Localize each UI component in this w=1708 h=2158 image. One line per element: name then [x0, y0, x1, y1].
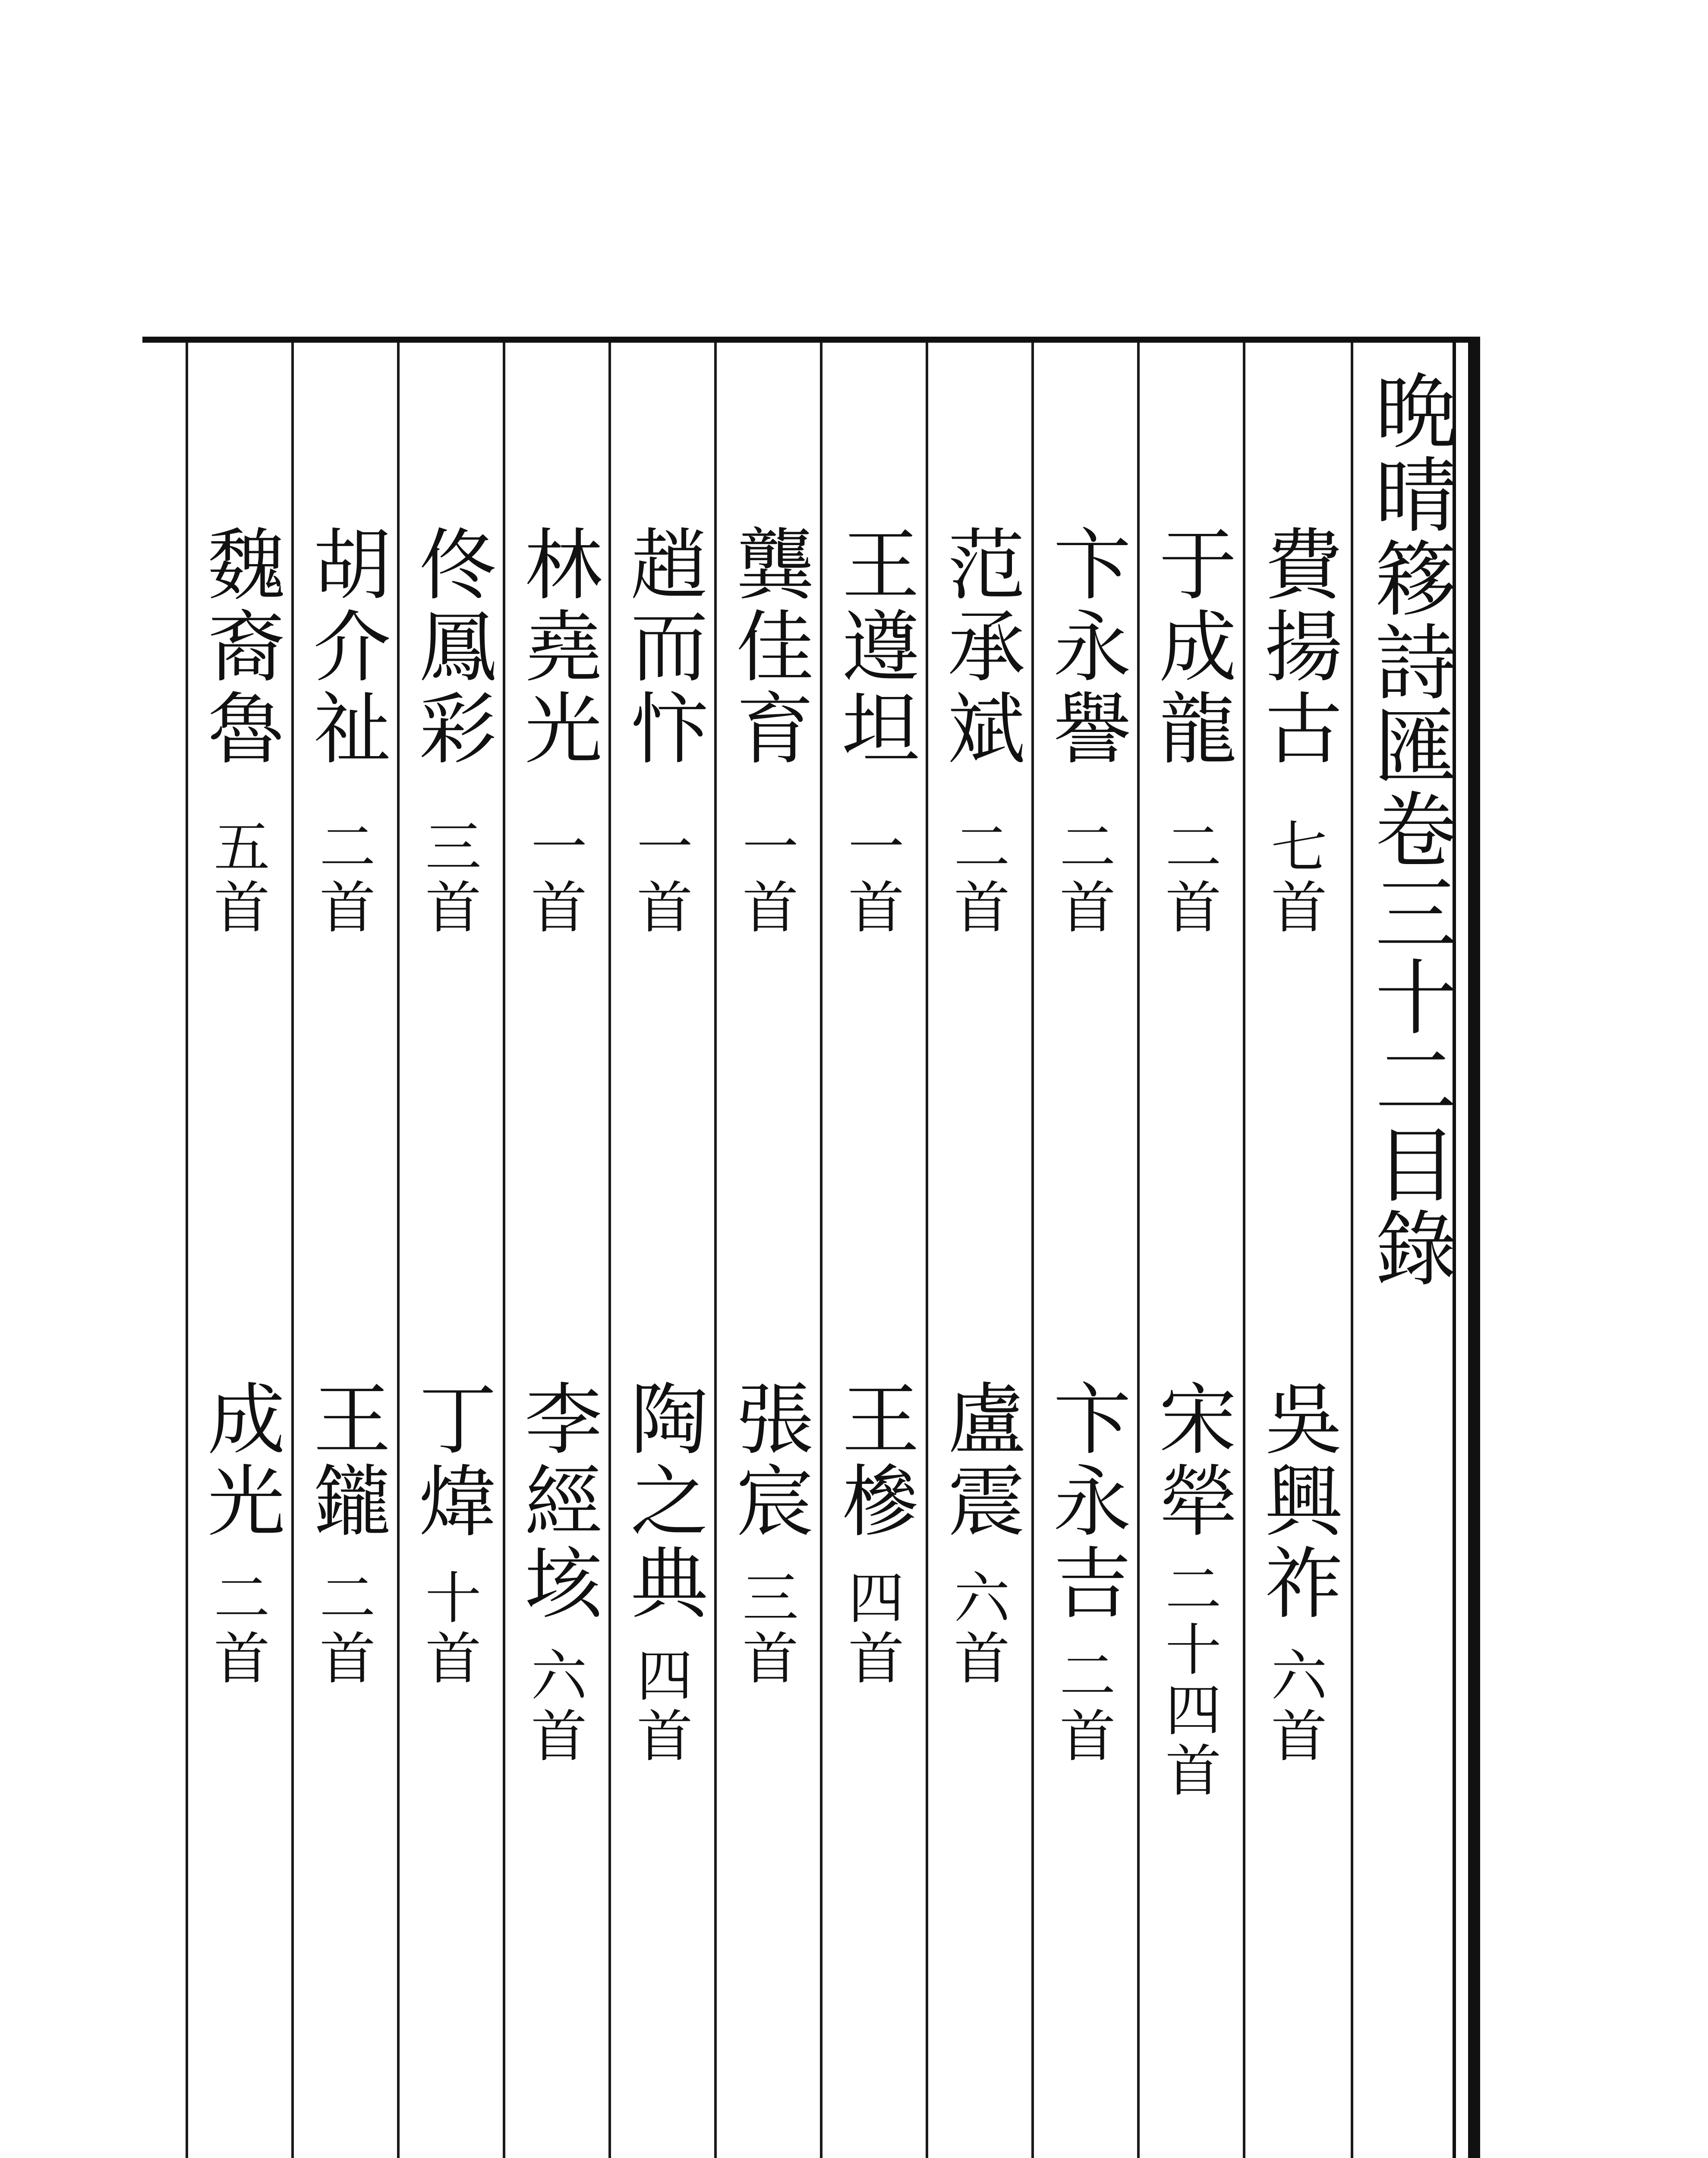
column-rule	[1137, 343, 1140, 2158]
poem-count: 四首	[627, 1646, 693, 1767]
entry-column	[611, 343, 714, 2158]
author-name: 趙而忭	[618, 524, 708, 770]
entry-column	[716, 343, 820, 2158]
poem-count: 六首	[945, 1568, 1010, 1689]
poem-count: 二首	[310, 817, 376, 938]
column-rule	[397, 343, 400, 2158]
column-rule	[714, 343, 717, 2158]
poem-count: 三首	[733, 1568, 799, 1689]
entry-column	[505, 343, 608, 2158]
column-rule	[820, 343, 822, 2158]
column-rule	[186, 343, 188, 2158]
poem-count: 七首	[1262, 817, 1327, 938]
author-name: 盧震	[935, 1379, 1025, 1543]
column-rule	[503, 343, 505, 2158]
author-name: 佟鳳彩	[406, 524, 496, 770]
author-name: 卞永譽	[1040, 524, 1131, 770]
column-rule	[1243, 343, 1245, 2158]
poem-count: 二首	[1050, 817, 1116, 938]
poem-count: 二首	[310, 1568, 376, 1689]
column-rule	[926, 343, 928, 2158]
entry-column	[928, 343, 1031, 2158]
author-name: 王鑨	[300, 1379, 391, 1543]
entry-column	[1139, 343, 1243, 2158]
poem-count: 一首	[733, 817, 799, 938]
entry-column	[1034, 343, 1137, 2158]
author-name: 林堯光	[512, 524, 602, 770]
poem-count: 四首	[839, 1568, 904, 1689]
poem-count: 二十四首	[1156, 1560, 1222, 1801]
page-title: 晩晴簃詩匯卷三十二目錄	[1361, 369, 1457, 1290]
author-name: 李經垓	[512, 1379, 602, 1625]
author-name: 胡介祉	[300, 524, 391, 770]
poem-count: 五首	[205, 817, 270, 938]
author-name: 王槮	[829, 1379, 919, 1543]
author-name: 魏裔魯	[195, 524, 285, 770]
author-name: 范承斌	[935, 524, 1025, 770]
author-name: 陶之典	[618, 1379, 708, 1625]
entry-column	[822, 343, 926, 2158]
poem-count: 二首	[1050, 1646, 1116, 1767]
author-name: 費揚古	[1252, 524, 1342, 770]
column-rule	[1031, 343, 1034, 2158]
column-rule	[291, 343, 294, 2158]
poem-count: 二首	[205, 1568, 270, 1689]
title-column	[1359, 343, 1459, 2158]
poem-count: 一首	[627, 817, 693, 938]
author-name: 王遵坦	[829, 524, 919, 770]
author-name: 張宸	[723, 1379, 813, 1543]
poem-count: 二首	[945, 817, 1010, 938]
poem-count: 十首	[416, 1568, 482, 1689]
poem-count: 六首	[522, 1646, 587, 1767]
poem-count: 三首	[416, 817, 482, 938]
author-name: 丁煒	[406, 1379, 496, 1543]
poem-count: 一首	[522, 817, 587, 938]
text-block-frame	[142, 337, 1480, 2158]
author-name: 宋犖	[1146, 1379, 1236, 1543]
poem-count: 一首	[839, 817, 904, 938]
poem-count: 六首	[1262, 1646, 1327, 1767]
entry-column	[399, 343, 503, 2158]
author-name: 龔佳育	[723, 524, 813, 770]
entry-column	[293, 343, 397, 2158]
column-rule	[608, 343, 611, 2158]
author-name: 卞永吉	[1040, 1379, 1131, 1625]
poem-count: 二首	[1156, 817, 1222, 938]
author-name: 成光	[195, 1379, 285, 1543]
entry-column	[188, 343, 291, 2158]
author-name: 于成龍	[1146, 524, 1236, 770]
author-name: 吳興祚	[1252, 1379, 1342, 1625]
column-rule	[1351, 343, 1353, 2158]
entry-column	[1245, 343, 1349, 2158]
